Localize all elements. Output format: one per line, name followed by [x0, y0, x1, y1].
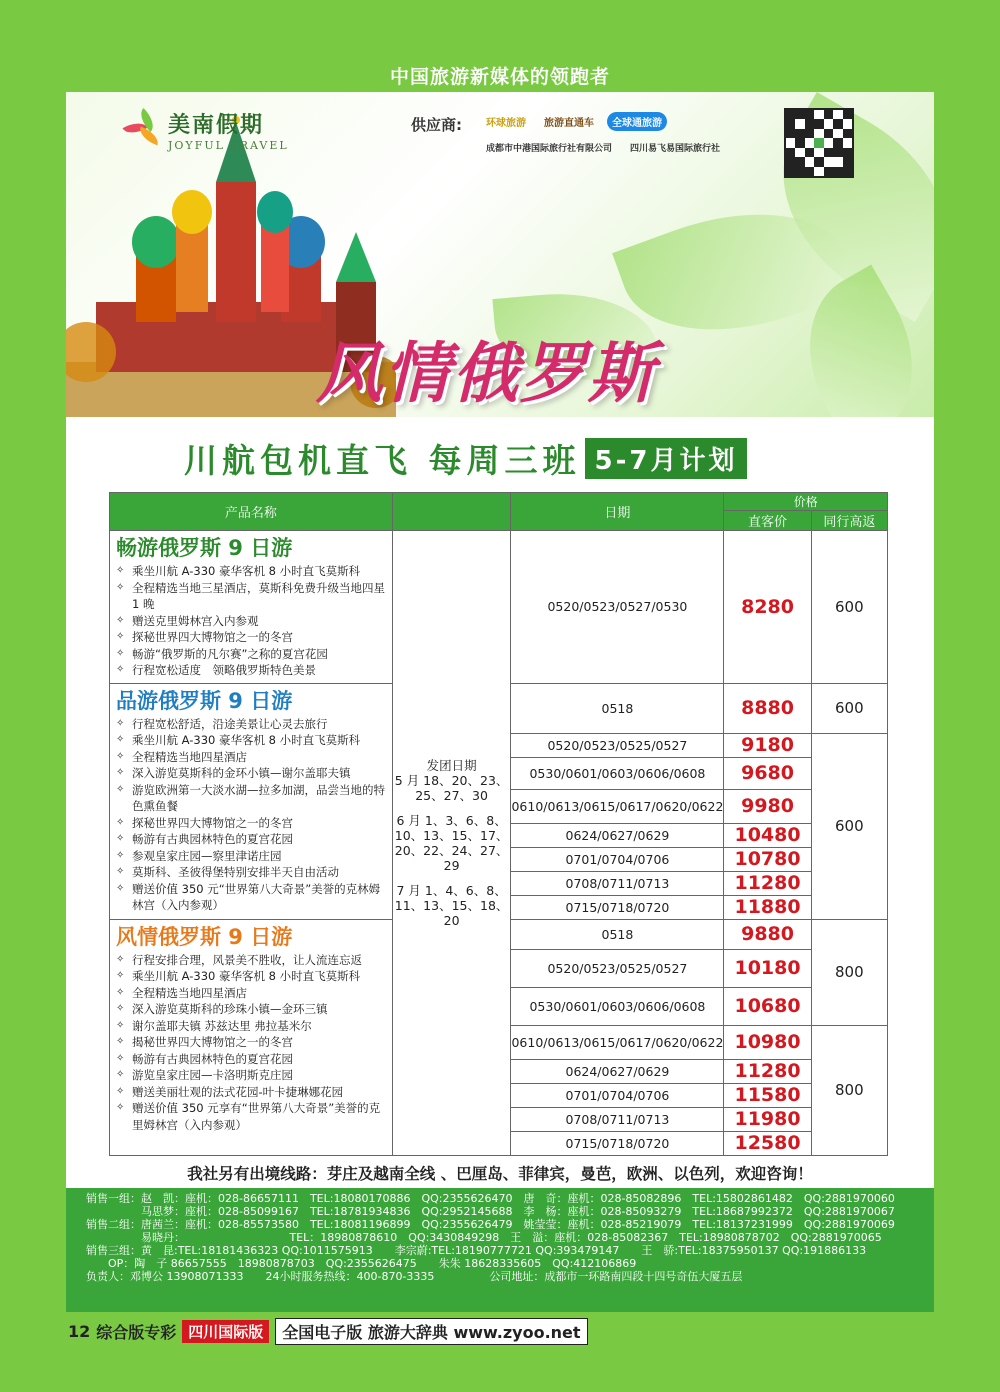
price-cell: 9980 — [724, 789, 811, 823]
product-feature: ✧ 畅游“俄罗斯的凡尔赛”之称的夏宫花园 — [116, 646, 388, 663]
price-cell: 10980 — [724, 1025, 811, 1059]
peer-cell: 800 — [811, 919, 887, 1025]
subtitle-tag: 5-7月计划 — [585, 438, 748, 479]
product-feature: ✧ 乘坐川航 A-330 豪华客机 8 小时直飞莫斯科 — [116, 968, 388, 985]
supplier-logo: 旅游直通车 — [544, 118, 594, 129]
header-direct-price: 直客价 — [724, 511, 811, 531]
peer-cell: 600 — [811, 531, 887, 684]
price-cell: 12580 — [724, 1131, 811, 1155]
brand-name: 美南假期 — [168, 113, 265, 138]
price-cell: 11980 — [724, 1107, 811, 1131]
other-routes-note: 我社另有出境线路：芽庄及越南全线 、巴厘岛、菲律宾，曼芭，欧洲、以色列，欢迎咨询！ — [187, 1165, 813, 1183]
edition-badge: 四川国际版 — [182, 1320, 269, 1343]
date-cell: 0708/0711/0713 — [511, 1107, 724, 1131]
product-feature: ✧ 畅游有古典园林特色的夏宫花园 — [116, 831, 388, 848]
product-feature: ✧ 赠送价值 350 元“世界第八大奇景”美誉的克林姆林宫（入内参观） — [116, 881, 388, 914]
price-table — [109, 492, 888, 1156]
contact-line: 易晓丹： TEL：18980878610 QQ:3430849298 王 溢：座机：028-85082367 TEL:18980878702 QQ:2881970065 — [86, 1231, 882, 1244]
hero-title: 风情俄罗斯 — [316, 334, 656, 412]
date-cell: 0530/0601/0603/0606/0608 — [511, 987, 724, 1025]
flyer-page — [66, 92, 934, 1312]
product-feature: ✧ 参观皇家庄园—察里津诺庄园 — [116, 848, 388, 865]
date-cell: 0610/0613/0615/0617/0620/0622 — [511, 1025, 724, 1059]
supplier-logo: 四川易飞易国际旅行社 — [630, 144, 721, 154]
contact-line: 销售三组：黄 昆:TEL:18181436323 QQ:101157591​3 李宗蔚:TEL:18190777721 QQ:393479147 王 骄:TEL:18375950137 QQ:191886133 — [86, 1244, 867, 1257]
date-cell: 0530/0601/0603/0606/0608 — [511, 757, 724, 789]
brand-logo — [122, 108, 289, 152]
price-cell: 9880 — [724, 919, 811, 949]
departure-dates — [392, 531, 511, 1156]
hero-banner — [66, 92, 934, 417]
page-number: 12 — [68, 1322, 91, 1341]
header-peer-rebate: 同行高返 — [811, 511, 887, 531]
supplier-label: 供应商: — [411, 116, 462, 134]
product-feature: ✧ 赠送美丽壮观的法式花园-叶卡捷琳娜花园 — [116, 1084, 388, 1101]
date-cell: 0520/0523/0525/0527 — [511, 733, 724, 757]
price-cell: 8880 — [724, 683, 811, 733]
price-cell: 11580 — [724, 1083, 811, 1107]
product-feature: ✧ 行程宽松舒适，沿途美景让心灵去旅行 — [116, 716, 388, 733]
product-title: 畅游俄罗斯 9 日游 — [116, 536, 293, 560]
date-cell: 0715/0718/0720 — [511, 1131, 724, 1155]
product-cell — [110, 531, 393, 684]
edition-label: 综合版专彩 — [96, 1323, 177, 1342]
date-cell: 0624/0627/0629 — [511, 1059, 724, 1083]
depart-july: 7 月 1、4、6、8、11、13、15、18、20 — [394, 882, 509, 928]
contact-line: 销售一组：赵 凯：座机：028-86657111 TEL:18080170886 QQ:2355626470 唐 奇：座机：028-85082896 TEL:15802861482 QQ:2881970060 — [86, 1192, 895, 1205]
price-cell: 11880 — [724, 895, 811, 919]
website-link[interactable]: 全国电子版 旅游大辞典 www.zyoo.net — [275, 1318, 587, 1345]
date-cell: 0610/0613/0615/0617/0620/0622 — [511, 789, 724, 823]
contact-line: 销售二组：唐茜兰：座机：028-85573580 TEL:18081196899 QQ:2355626479 姚莹莹：座机：028-85219079 TEL:18137231999 QQ:2881970069 — [86, 1218, 895, 1231]
product-feature: ✧ 游览皇家庄园—卡洛明斯克庄园 — [116, 1067, 388, 1084]
price-cell: 10180 — [724, 949, 811, 987]
contact-line: 马思梦：座机：028-85099167 TEL:18781934836 QQ:2952145688 李 杨：座机：028-85093279 TEL:18687992372 QQ:2881970067 — [86, 1205, 895, 1218]
product-feature: ✧ 乘坐川航 A-330 豪华客机 8 小时直飞莫斯科 — [116, 563, 388, 580]
brand-name-en: JOYFUL TRAVEL — [168, 139, 289, 152]
date-cell: 0701/0704/0706 — [511, 847, 724, 871]
date-cell: 0520/0523/0525/0527 — [511, 949, 724, 987]
subtitle-bar — [184, 435, 747, 482]
depart-label: 发团日期 — [426, 757, 477, 773]
product-title: 风情俄罗斯 9 日游 — [116, 924, 293, 949]
contact-line: 负责人：邓博公 13908071333 24小时服务热线：400-870-3335 公司地址：成都市一环路南四段十四号奇伍大厦五层 — [86, 1270, 743, 1283]
bottom-bar — [68, 1318, 588, 1345]
price-cell: 9180 — [724, 733, 811, 757]
peer-cell: 600 — [811, 733, 887, 919]
supplier-logo: 成都市中港国际旅行社有限公司 — [486, 144, 613, 154]
date-cell: 0518 — [511, 683, 724, 733]
top-slogan: 中国旅游新媒体的领跑者 — [389, 66, 610, 88]
supplier-logo: 环球旅游 — [486, 118, 526, 129]
product-feature: ✧ 莫斯科、圣彼得堡特别安排半天自由活动 — [116, 864, 388, 881]
depart-june: 6 月 1、3、6、8、10、13、15、17、20、22、24、27、29 — [394, 812, 509, 873]
price-cell: 10780 — [724, 847, 811, 871]
product-feature: ✧ 深入游览莫斯科的金环小镇—谢尔盖耶夫镇 — [116, 765, 388, 782]
product-feature: ✧ 赠送克里姆林宫入内参观 — [116, 613, 388, 630]
table-header-row — [110, 493, 888, 511]
price-cell: 10480 — [724, 823, 811, 847]
date-cell: 0708/0711/0713 — [511, 871, 724, 895]
product-feature: ✧ 探秘世界四大博物馆之一的冬宫 — [116, 629, 388, 646]
header-date: 日期 — [511, 493, 724, 531]
date-cell: 0520/0523/0527/0530 — [511, 531, 724, 684]
supplier-logos — [481, 112, 781, 164]
product-cell — [110, 683, 393, 919]
product-feature: ✧ 行程宽松适度 领略俄罗斯特色美景 — [116, 662, 388, 679]
date-cell: 0518 — [511, 919, 724, 949]
product-title: 品游俄罗斯 9 日游 — [116, 688, 293, 713]
product-cell — [110, 919, 393, 1155]
price-cell: 11280 — [724, 871, 811, 895]
peer-cell: 600 — [811, 683, 887, 733]
product-feature: ✧ 游览欧洲第一大淡水湖—拉多加湖，品尝当地的特色熏鱼餐 — [116, 782, 388, 815]
product-feature: ✧ 赠送价值 350 元享有“世界第八大奇景”美誉的克里姆林宫（入内参观） — [116, 1100, 388, 1133]
product-feature: ✧ 谢尔盖耶夫镇 苏兹达里 弗拉基米尔 — [116, 1018, 388, 1035]
depart-may: 5 月 18、20、23、25、27、30 — [394, 772, 509, 803]
peer-cell: 800 — [811, 1025, 887, 1155]
date-cell: 0701/0704/0706 — [511, 1083, 724, 1107]
table-row — [110, 531, 888, 684]
product-feature: ✧ 探秘世界四大博物馆之一的冬宫 — [116, 815, 388, 832]
product-feature: ✧ 畅游有古典园林特色的夏宫花园 — [116, 1051, 388, 1068]
header-product: 产品名称 — [110, 493, 393, 531]
contacts-block — [66, 1188, 934, 1312]
supplier-logo: 全球通旅游 — [607, 112, 667, 131]
price-cell: 8280 — [724, 531, 811, 684]
price-cell: 9680 — [724, 757, 811, 789]
date-cell: 0624/0627/0629 — [511, 823, 724, 847]
product-feature: ✧ 全程精选当地三星酒店，莫斯科免费升级当地四星 1 晚 — [116, 580, 388, 613]
product-feature: ✧ 乘坐川航 A-330 豪华客机 8 小时直飞莫斯科 — [116, 732, 388, 749]
header-price: 价格 — [724, 493, 888, 511]
product-feature: ✧ 行程安排合理，风景美不胜收，让人流连忘返 — [116, 952, 388, 969]
logo-leaf-icon — [122, 110, 162, 150]
contact-line: OP：陶 子 86657555 18980878703 QQ:2355626475 朱朱 18628335605 QQ:412106869 — [86, 1257, 637, 1270]
product-feature: ✧ 揭秘世界四大博物馆之一的冬宫 — [116, 1034, 388, 1051]
product-feature: ✧ 全程精选当地四星酒店 — [116, 985, 388, 1002]
date-cell: 0715/0718/0720 — [511, 895, 724, 919]
product-feature: ✧ 深入游览莫斯科的珍珠小镇—金环三镇 — [116, 1001, 388, 1018]
header-depart — [392, 493, 511, 531]
price-cell: 10680 — [724, 987, 811, 1025]
qr-code-icon — [784, 108, 854, 178]
price-cell: 11280 — [724, 1059, 811, 1083]
subtitle-main: 川航包机直飞 每周三班 — [184, 441, 581, 480]
product-feature: ✧ 全程精选当地四星酒店 — [116, 749, 388, 766]
